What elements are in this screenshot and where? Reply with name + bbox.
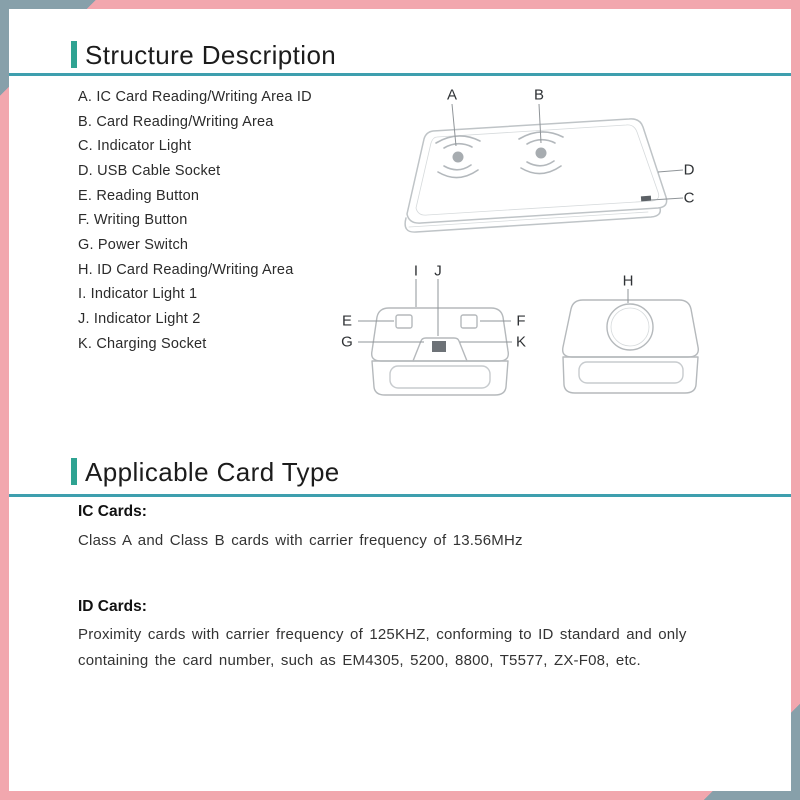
list-item: G. Power Switch: [78, 236, 189, 253]
list-item: D. USB Cable Socket: [78, 162, 221, 179]
diagram-label-f: F: [516, 312, 526, 330]
structure-list: [78, 85, 312, 356]
accent-bar: [71, 41, 77, 68]
id-reading-area-icon: [607, 304, 653, 350]
ic-cards-body: Class A and Class B cards with carrier frequency of 13.56MHz: [78, 532, 523, 549]
list-item: K. Charging Socket: [78, 335, 207, 352]
list-item: E. Reading Button: [78, 187, 200, 204]
section-divider: [9, 73, 791, 76]
diagram-label-d: D: [683, 161, 695, 179]
diagram-label-e: E: [341, 312, 353, 330]
sensor-b-dot: [536, 148, 547, 159]
diagram-label-i: I: [413, 262, 419, 280]
sensor-a-icon: [436, 136, 480, 178]
indicator-light-mark: [641, 196, 651, 202]
sensor-a-dot: [453, 152, 464, 163]
card-reader-body: [405, 119, 667, 232]
list-item: I. Indicator Light 1: [78, 286, 198, 303]
content-area: [9, 9, 791, 791]
diagram-label-h: H: [622, 272, 634, 290]
reading-button-icon: [396, 315, 412, 328]
diagram-label-b: B: [533, 86, 545, 104]
page-canvas: [9, 9, 791, 791]
writing-button-icon: [461, 315, 477, 328]
section-divider: [9, 494, 791, 497]
power-switch-icon: [432, 341, 446, 352]
pointer-lines: [358, 104, 683, 342]
ic-cards-heading: IC Cards:: [78, 503, 147, 520]
diagram-label-k: K: [515, 333, 527, 351]
list-item: J. Indicator Light 2: [78, 310, 201, 327]
list-item: H. ID Card Reading/Writing Area: [78, 261, 294, 278]
list-item: F. Writing Button: [78, 212, 188, 229]
accent-bar: [71, 458, 77, 485]
diagram-label-c: C: [683, 189, 695, 207]
button-device-body: [372, 308, 509, 395]
id-device-body: [563, 300, 699, 393]
list-item: B. Card Reading/Writing Area: [78, 113, 274, 130]
id-cards-body: Proximity cards with carrier frequency of 125KHZ, conforming to ID standard and only containing the card number, such as EM4305, 5200, 8800, T5577, ZX-F08, etc.: [78, 626, 687, 669]
diagram-label-a: A: [446, 86, 458, 104]
list-item: C. Indicator Light: [78, 138, 192, 155]
structure-section-title: Structure Description: [85, 40, 337, 70]
id-cards-heading: ID Cards:: [78, 598, 147, 615]
card-type-section-title: Applicable Card Type: [85, 457, 340, 487]
sensor-b-icon: [519, 132, 563, 174]
diagram-label-j: J: [434, 262, 442, 280]
diagram-label-g: G: [341, 333, 353, 351]
list-item: A. IC Card Reading/Writing Area ID: [78, 89, 312, 105]
